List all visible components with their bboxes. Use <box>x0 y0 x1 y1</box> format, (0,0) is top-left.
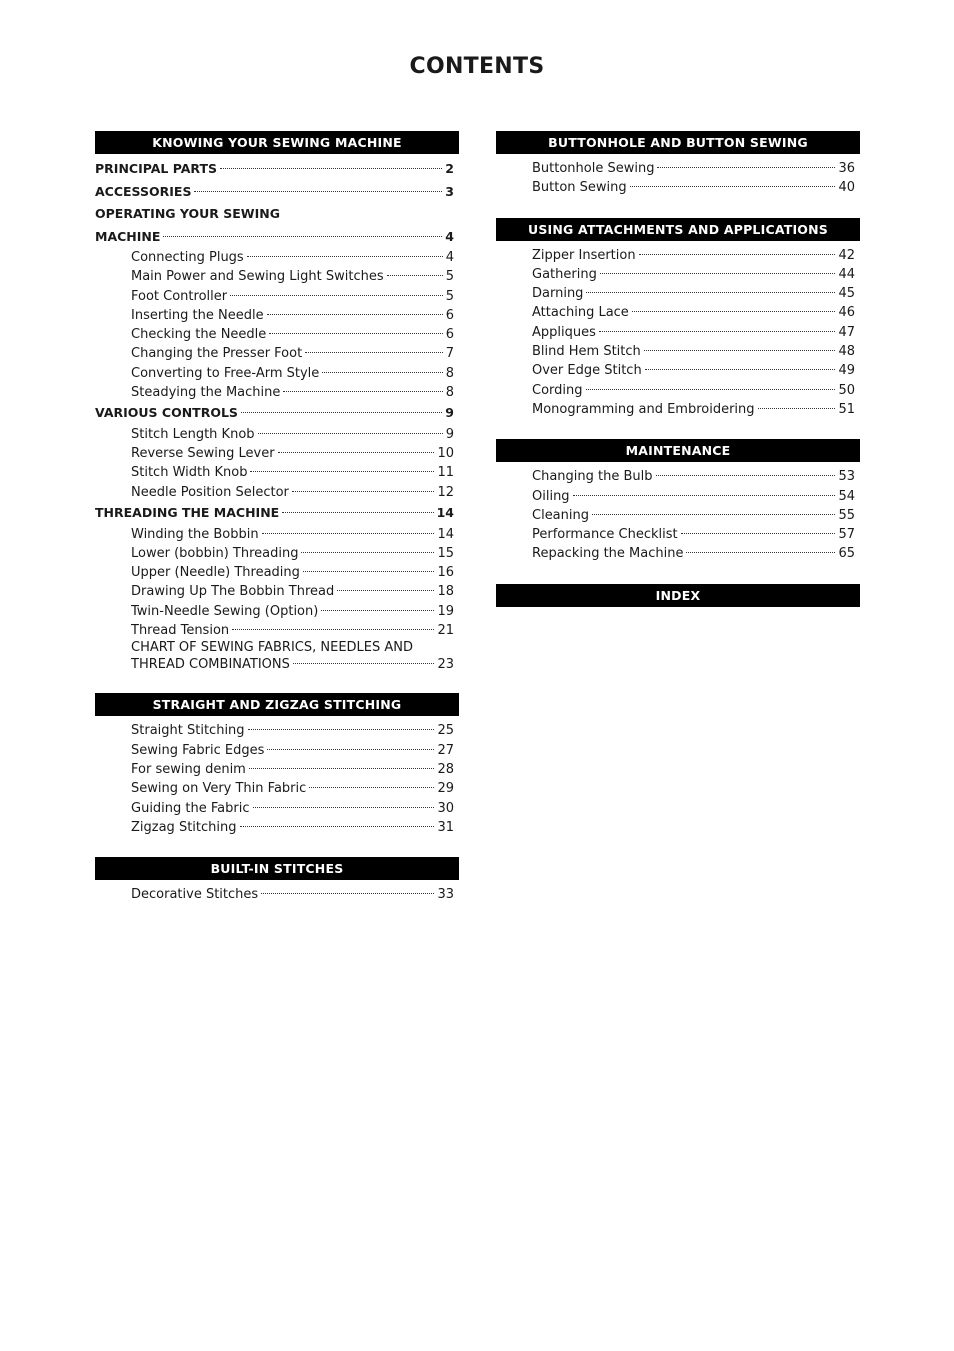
toc-subentry[interactable] <box>95 306 459 325</box>
toc-subentry[interactable] <box>95 779 459 798</box>
dot-leader <box>240 826 435 827</box>
toc-entry-label: Stitch Length Knob <box>131 426 255 442</box>
right-column <box>496 131 860 607</box>
toc-entry-page: 21 <box>437 623 454 639</box>
toc-entry-page: 4 <box>445 250 454 265</box>
toc-subentry[interactable] <box>95 582 459 601</box>
toc-subentry[interactable] <box>95 602 459 621</box>
toc-entry-page: 14 <box>436 505 454 521</box>
toc-entry-label: Connecting Plugs <box>131 250 244 265</box>
toc-entry-page: 31 <box>437 819 454 835</box>
dot-leader <box>241 412 442 413</box>
threading-subitems <box>95 525 459 641</box>
toc-entry-label: Converting to Free-Arm Style <box>131 365 320 381</box>
toc-subentry[interactable] <box>95 741 459 760</box>
builtin-list <box>95 885 459 904</box>
dot-leader <box>303 571 435 572</box>
section-heading-straight-zigzag: STRAIGHT AND ZIGZAG STITCHING <box>95 693 459 716</box>
toc-entry-label: Over Edge Stitch <box>532 363 642 379</box>
toc-entry-label: For sewing denim <box>131 761 246 777</box>
toc-entry-label: Cleaning <box>532 507 589 523</box>
toc-entry-page: 4 <box>445 228 454 244</box>
dot-leader <box>645 369 836 370</box>
toc-subentry[interactable] <box>496 467 860 486</box>
toc-entry-label: Sewing on Very Thin Fabric <box>131 781 307 797</box>
toc-entry-threading[interactable] <box>95 502 459 525</box>
toc-entry-label: Inserting the Needle <box>131 307 264 323</box>
dot-leader <box>250 471 434 472</box>
dot-leader <box>632 311 836 312</box>
toc-entry-label: Changing the Bulb <box>532 469 653 485</box>
toc-entry-principal-parts[interactable] <box>95 158 459 181</box>
toc-entry-page: 54 <box>838 488 855 504</box>
toc-entry-label: Checking the Needle <box>131 327 267 343</box>
dot-leader <box>600 273 836 274</box>
toc-entry-label: PRINCIPAL PARTS <box>95 161 218 176</box>
dot-leader <box>586 389 836 390</box>
dot-leader <box>387 275 443 276</box>
toc-entry-label: THREADING THE MACHINE <box>95 505 280 521</box>
toc-entry-label: Darning <box>532 286 584 302</box>
toc-subentry[interactable] <box>496 544 860 563</box>
toc-entry-operating[interactable] <box>95 226 459 249</box>
toc-subentry[interactable] <box>95 721 459 740</box>
toc-subentry[interactable] <box>95 383 459 402</box>
dot-leader <box>261 893 434 894</box>
toc-entry-label: THREAD COMBINATIONS <box>131 657 290 673</box>
operating-subitems <box>95 248 459 402</box>
section-heading-attachments: USING ATTACHMENTS AND APPLICATIONS <box>496 218 860 241</box>
toc-entry-page: 47 <box>838 324 855 340</box>
toc-entry-label: Buttonhole Sewing <box>532 161 655 176</box>
toc-subentry[interactable] <box>496 265 860 284</box>
dot-leader <box>321 610 434 611</box>
dot-leader <box>232 629 434 630</box>
toc-entry-label: Gathering <box>532 266 597 282</box>
toc-entry-various-controls[interactable] <box>95 402 459 425</box>
toc-subentry[interactable] <box>95 563 459 582</box>
toc-entry-page: 51 <box>838 401 855 417</box>
toc-subentry[interactable] <box>95 463 459 482</box>
section-heading-maintenance: MAINTENANCE <box>496 439 860 462</box>
dot-leader <box>269 333 442 334</box>
dot-leader <box>249 768 435 769</box>
toc-entry-label: Lower (bobbin) Threading <box>131 545 299 561</box>
toc-entry-page: 49 <box>838 363 855 379</box>
toc-subentry[interactable] <box>95 885 459 904</box>
dot-leader <box>262 533 435 534</box>
toc-entry-page: 19 <box>437 603 454 619</box>
toc-entry-page: 10 <box>437 446 454 462</box>
toc-entry-page: 5 <box>445 288 454 304</box>
dot-leader <box>305 352 443 353</box>
toc-entry-page: 6 <box>445 307 454 323</box>
toc-entry-label: Drawing Up The Bobbin Thread <box>131 584 335 600</box>
dot-leader <box>247 256 443 257</box>
toc-entry-page: 18 <box>437 584 454 600</box>
toc-subentry[interactable] <box>95 544 459 563</box>
section-heading-index[interactable]: INDEX <box>496 584 860 607</box>
dot-leader <box>248 729 435 730</box>
toc-entry-label: Changing the Presser Foot <box>131 346 303 362</box>
toc-subentry[interactable] <box>496 487 860 506</box>
dot-leader <box>293 663 435 664</box>
dot-leader <box>599 331 836 332</box>
dot-leader <box>592 514 835 515</box>
toc-entry-page: 15 <box>437 545 454 561</box>
toc-subentry[interactable] <box>95 760 459 779</box>
toc-subentry[interactable] <box>496 381 860 400</box>
section-heading-built-in: BUILT-IN STITCHES <box>95 857 459 880</box>
toc-entry-label: Reverse Sewing Lever <box>131 446 275 462</box>
knowing-list <box>95 158 459 673</box>
dot-leader <box>322 372 442 373</box>
left-column <box>95 131 459 904</box>
toc-entry-accessories[interactable] <box>95 181 459 204</box>
toc-entry-chart-line1: CHART OF SEWING FABRICS, NEEDLES AND <box>131 640 414 656</box>
toc-entry-page: 33 <box>437 887 454 903</box>
toc-entry-label: Needle Position Selector <box>131 484 289 500</box>
dot-leader <box>639 254 836 255</box>
toc-entry-page: 28 <box>437 761 454 777</box>
toc-entry-page: 40 <box>838 180 855 196</box>
toc-entry-label: Repacking the Machine <box>532 546 684 562</box>
dot-leader <box>758 408 836 409</box>
dot-leader <box>220 168 442 169</box>
toc-entry-page: 57 <box>838 527 855 543</box>
dot-leader <box>253 807 435 808</box>
dot-leader <box>163 236 442 237</box>
dot-leader <box>230 295 443 296</box>
dot-leader <box>573 495 836 496</box>
dot-leader <box>194 191 442 192</box>
toc-entry-operating-line1: OPERATING YOUR SEWING <box>95 206 280 221</box>
toc-entry-page: 9 <box>445 405 454 421</box>
toc-entry-label: Foot Controller <box>131 288 228 304</box>
toc-subentry[interactable] <box>95 444 459 463</box>
dot-leader <box>644 350 836 351</box>
toc-entry-page: 27 <box>437 742 454 758</box>
toc-entry-label: Attaching Lace <box>532 305 629 321</box>
toc-subentry[interactable] <box>496 246 860 265</box>
toc-entry-page: 12 <box>437 484 454 500</box>
dot-leader <box>282 512 433 513</box>
toc-subentry[interactable] <box>95 364 459 383</box>
toc-entry-label: Decorative Stitches <box>131 887 259 903</box>
dot-leader <box>681 533 836 534</box>
toc-entry-label: Zigzag Stitching <box>131 819 237 835</box>
dot-leader <box>686 552 835 553</box>
toc-subentry[interactable] <box>496 342 860 361</box>
dot-leader <box>278 452 435 453</box>
toc-subentry[interactable] <box>496 284 860 303</box>
toc-entry-page: 65 <box>838 546 855 562</box>
dot-leader <box>630 186 836 187</box>
attachments-list <box>496 246 860 420</box>
toc-entry-label: MACHINE <box>95 228 161 244</box>
toc-entry-page: 7 <box>445 346 454 362</box>
toc-entry-page: 23 <box>437 657 454 673</box>
dot-leader <box>283 391 442 392</box>
toc-entry-page: 46 <box>838 305 855 321</box>
toc-subentry[interactable] <box>95 799 459 818</box>
dot-leader <box>267 749 434 750</box>
toc-entry-chart[interactable] <box>95 656 459 673</box>
straight-list <box>95 721 459 837</box>
toc-subentry[interactable] <box>95 525 459 544</box>
toc-subentry[interactable] <box>95 267 459 286</box>
toc-subentry[interactable] <box>496 159 860 178</box>
toc-entry-label: Thread Tension <box>131 623 230 639</box>
toc-entry-page: 25 <box>437 723 454 739</box>
toc-entry-page: 44 <box>838 266 855 282</box>
toc-entry-page: 55 <box>838 507 855 523</box>
toc-entry-label: Upper (Needle) Threading <box>131 565 300 581</box>
toc-entry-label: Sewing Fabric Edges <box>131 742 265 758</box>
toc-entry-label: Stitch Width Knob <box>131 465 248 481</box>
toc-subentry[interactable] <box>95 287 459 306</box>
toc-entry-label: Zipper Insertion <box>532 247 636 263</box>
toc-entry-label: VARIOUS CONTROLS <box>95 405 238 421</box>
page-title: CONTENTS <box>409 54 545 79</box>
toc-entry-label: Blind Hem Stitch <box>532 344 641 360</box>
toc-entry-page: 2 <box>445 161 454 176</box>
toc-entry-page: 5 <box>445 269 454 285</box>
toc-subentry[interactable] <box>95 325 459 344</box>
toc-subentry[interactable] <box>496 400 860 419</box>
toc-entry-page: 8 <box>445 385 454 401</box>
toc-subentry[interactable] <box>496 323 860 342</box>
dot-leader <box>267 314 443 315</box>
toc-subentry[interactable] <box>496 178 860 197</box>
controls-subitems <box>95 425 459 502</box>
toc-entry-page: 53 <box>838 469 855 485</box>
toc-subentry[interactable] <box>95 621 459 640</box>
toc-subentry[interactable] <box>95 425 459 444</box>
section-heading-buttonhole: BUTTONHOLE AND BUTTON SEWING <box>496 131 860 154</box>
toc-entry-page: 16 <box>437 565 454 581</box>
toc-entry-label: Performance Checklist <box>532 527 678 543</box>
toc-entry-label: Main Power and Sewing Light Switches <box>131 269 384 285</box>
toc-entry-page: 30 <box>437 800 454 816</box>
toc-subentry[interactable] <box>496 303 860 322</box>
toc-entry-page: 36 <box>838 161 855 176</box>
toc-entry-label: Appliques <box>532 324 596 340</box>
toc-entry-label: Button Sewing <box>532 180 627 196</box>
dot-leader <box>258 433 443 434</box>
dot-leader <box>309 787 434 788</box>
toc-entry-page: 11 <box>437 465 454 481</box>
toc-subentry[interactable] <box>496 506 860 525</box>
toc-entry-page: 48 <box>838 344 855 360</box>
dot-leader <box>586 292 835 293</box>
toc-entry-label: Straight Stitching <box>131 723 245 739</box>
dot-leader <box>657 167 835 168</box>
toc-subentry[interactable] <box>95 818 459 837</box>
buttonhole-list <box>496 159 860 198</box>
toc-entry-page: 8 <box>445 365 454 381</box>
toc-entry-label: Oiling <box>532 488 570 504</box>
maintenance-list <box>496 467 860 563</box>
dot-leader <box>656 475 836 476</box>
toc-entry-page: 3 <box>445 183 454 199</box>
toc-entry-label: Cording <box>532 382 583 398</box>
toc-subentry[interactable] <box>496 525 860 544</box>
toc-entry-page: 9 <box>445 426 454 442</box>
toc-entry-label: ACCESSORIES <box>95 183 192 199</box>
toc-entry-label: Twin-Needle Sewing (Option) <box>131 603 319 619</box>
toc-subentry[interactable] <box>95 344 459 363</box>
toc-subentry[interactable] <box>496 361 860 380</box>
dot-leader <box>337 590 434 591</box>
section-heading-knowing: KNOWING YOUR SEWING MACHINE <box>95 131 459 154</box>
toc-entry-label: Guiding the Fabric <box>131 800 250 816</box>
toc-entry-page: 29 <box>437 781 454 797</box>
dot-leader <box>301 552 434 553</box>
toc-entry-page: 14 <box>437 526 454 542</box>
toc-entry-label: Monogramming and Embroidering <box>532 401 755 417</box>
toc-entry-page: 6 <box>445 327 454 343</box>
toc-entry-page: 42 <box>838 247 855 263</box>
toc-entry-label: Steadying the Machine <box>131 385 281 401</box>
toc-entry-label: Winding the Bobbin <box>131 526 259 542</box>
toc-entry-page: 45 <box>838 286 855 302</box>
toc-subentry[interactable] <box>95 483 459 502</box>
toc-subentry[interactable] <box>95 248 459 267</box>
dot-leader <box>292 491 435 492</box>
toc-entry-page: 50 <box>838 382 855 398</box>
